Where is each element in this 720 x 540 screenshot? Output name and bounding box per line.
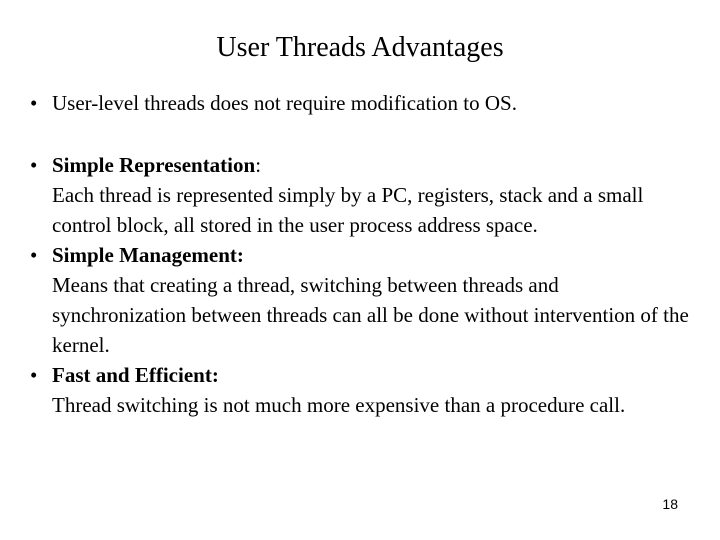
- bullet-heading: Fast and Efficient:: [52, 363, 219, 387]
- bullet-heading-suffix: :: [255, 153, 262, 177]
- bullet-body: Each thread is represented simply by a PC, registers, stack and a small control block, all stored in the user process address space.: [52, 183, 644, 237]
- bullet-item-fast-and-efficient: [30, 360, 690, 420]
- bullet-heading: Simple Management:: [52, 243, 244, 267]
- bullet-icon: •: [30, 243, 38, 267]
- bullet-body: Means that creating a thread, switching between threads and synchronization between threads can all be done without intervention of the kernel.: [52, 273, 689, 357]
- bullet-heading: Simple Representation: [52, 153, 256, 177]
- bullet-item-intro: [30, 88, 690, 118]
- bullet-body: Thread switching is not much more expensive than a procedure call.: [52, 393, 626, 417]
- bullet-icon: •: [30, 153, 38, 177]
- page-number: 18: [662, 496, 678, 512]
- bullet-icon: •: [30, 363, 38, 387]
- bullet-icon: •: [30, 91, 38, 115]
- bullet-item-simple-management: [30, 240, 690, 360]
- bullet-item-simple-representation: [30, 150, 690, 240]
- slide-title: User Threads Advantages: [216, 32, 504, 63]
- bullet-list: [30, 88, 690, 420]
- bullet-text: User-level threads does not require modification to OS.: [52, 91, 517, 115]
